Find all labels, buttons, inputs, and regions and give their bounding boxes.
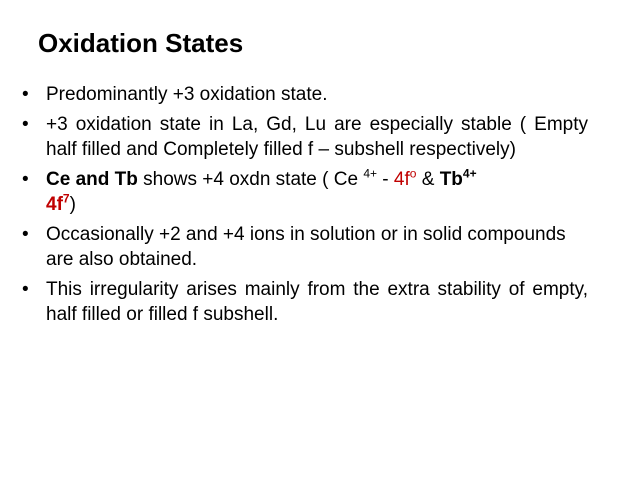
bullet-list	[22, 82, 588, 332]
tb-symbol: Tb	[439, 169, 463, 190]
bullet-text: Occasionally +2 and +4 ions in solution or in solid compounds are also obtained.	[46, 224, 566, 270]
bullet-text: &	[416, 169, 440, 190]
bullet-item	[22, 277, 588, 327]
bullet-text: )	[69, 194, 76, 215]
bullet-item	[22, 112, 588, 162]
bullet-text: Predominantly +3 oxidation state.	[46, 84, 328, 105]
bullet-text: -	[377, 169, 394, 190]
bullet-text: +3 oxidation state in La, Gd, Lu are especially stable ( Empty half filled and Completely filled f – subshell respectively)	[46, 114, 588, 160]
slide-title: Oxidation States	[38, 28, 244, 58]
bullet-marker: •	[22, 84, 29, 105]
bullet-item	[22, 167, 588, 217]
bullet-marker: •	[22, 224, 29, 245]
bullet-marker: •	[22, 169, 29, 190]
bullet-item	[22, 222, 588, 272]
bullet-marker: •	[22, 114, 29, 135]
bullet-marker: •	[22, 279, 29, 300]
ce-charge: 4+	[363, 166, 378, 181]
bullet-text-bold: Ce and Tb	[46, 169, 138, 190]
bullet-item	[22, 82, 588, 107]
ce-configuration: $4f^o$	[393, 166, 417, 190]
bullet-text: shows +4 oxdn state ( Ce	[137, 169, 364, 190]
tb-configuration: $4f^7$	[46, 191, 70, 215]
tb-charge: 4+	[462, 166, 477, 181]
bullet-text: This irregularity arises mainly from the extra stability of empty, half filled or filled f subshell.	[46, 279, 588, 325]
